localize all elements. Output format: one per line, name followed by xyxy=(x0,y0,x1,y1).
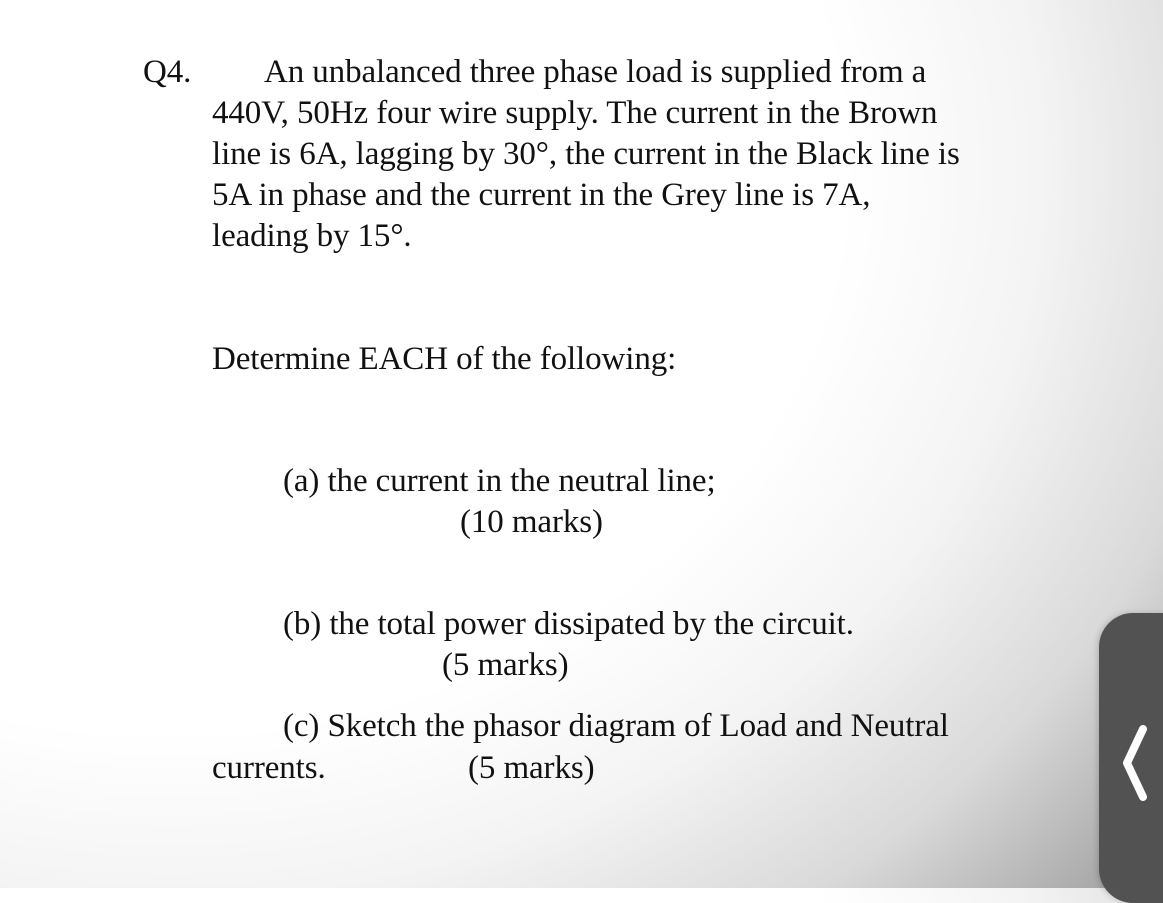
question-intro-line-3: line is 6A, lagging by 30°, the current in the Black line is xyxy=(212,136,960,172)
part-a-text: (a) the current in the neutral line; xyxy=(283,463,716,499)
question-intro-line-2: 440V, 50Hz four wire supply. The current in the Brown xyxy=(212,95,938,131)
part-b-marks: (5 marks) xyxy=(442,647,569,683)
part-a-marks: (10 marks) xyxy=(460,504,603,540)
instruction-text: Determine EACH of the following: xyxy=(212,341,677,377)
part-c-marks: (5 marks) xyxy=(468,750,595,786)
side-panel-toggle[interactable] xyxy=(1099,613,1163,903)
chevron-left-icon xyxy=(1119,723,1149,803)
part-b-text: (b) the total power dissipated by the circuit. xyxy=(283,606,854,642)
question-intro-line-1: An unbalanced three phase load is supplied from a xyxy=(264,54,927,90)
part-c-text: (c) Sketch the phasor diagram of Load and Neutral xyxy=(283,708,949,744)
question-intro-line-4: 5A in phase and the current in the Grey line is 7A, xyxy=(212,177,871,213)
part-c-continuation: currents. xyxy=(212,750,326,786)
question-number: Q4. xyxy=(143,54,192,90)
question-intro-line-5: leading by 15°. xyxy=(212,218,412,254)
